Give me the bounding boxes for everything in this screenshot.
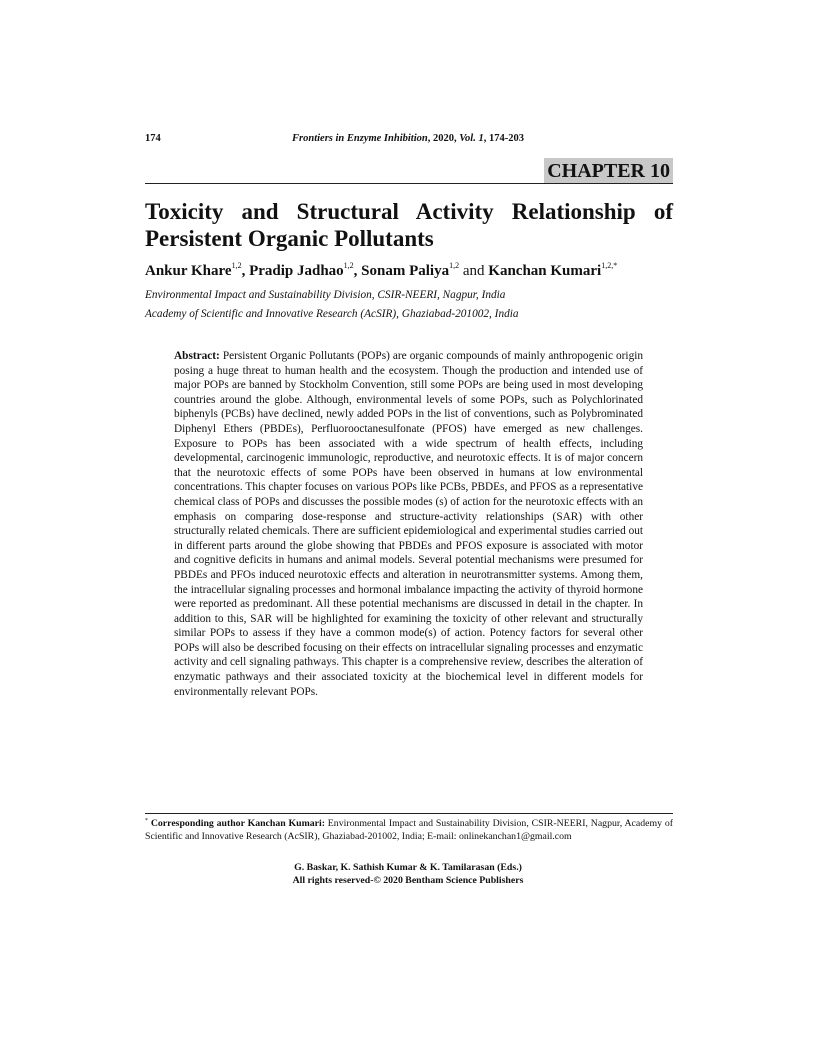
year-sep: , 2020, xyxy=(427,133,460,144)
author-affiliation-marker: 1,2,* xyxy=(601,261,618,270)
affiliation: Academy of Scientific and Innovative Research (AcSIR), Ghaziabad-201002, India xyxy=(145,308,519,320)
author-affiliation-marker: 1,2 xyxy=(231,261,242,270)
page-range: , 174-203 xyxy=(483,133,524,144)
author-and: and xyxy=(459,263,489,279)
page-number: 174 xyxy=(145,133,161,144)
author-name: Sonam Paliya xyxy=(361,263,450,279)
author-affiliation-marker: 1,2 xyxy=(343,261,354,270)
chapter-title: Toxicity and Structural Activity Relationship of Persistent Organic Pollutants xyxy=(145,199,673,251)
author-list xyxy=(145,261,617,281)
journal-title: Frontiers in Enzyme Inhibition xyxy=(292,133,428,144)
rights-line: All rights reserved-© 2020 Bentham Science Publishers xyxy=(292,874,524,886)
author-name: Pradip Jadhao xyxy=(249,263,344,279)
author-name: Ankur Khare xyxy=(145,263,232,279)
affiliation: Environmental Impact and Sustainability Division, CSIR-NEERI, Nagpur, India xyxy=(145,289,506,301)
footnote-text: Environmental Impact and Sustainability Division, CSIR-NEERI, Nagpur, Academy of Scientific and Innovative Research (AcSIR), Ghaziabad-201002, India; E-mail: onlinekanchan1@gmail.com xyxy=(145,818,673,842)
footnote-rule xyxy=(145,813,673,814)
publisher-note xyxy=(0,862,816,887)
chapter-label: CHAPTER 10 xyxy=(544,158,673,183)
abstract-text: Persistent Organic Pollutants (POPs) are organic compounds of mainly anthropogenic origin posing a huge threat to human health and the ecosystem. Though the production and intended use of major POPs are banned by Stockholm Convention, still some POPs are being used in most developing countries around the globe. Although, environmental levels of some POPs, such as Polychlorinated biphenyls (PCBs) have declined, newly added POPs in the list of conventions, such as Polybrominated Diphenyl Ethers (PBDEs), Perfluorooctanesulfonate (PFOS) have emerged as new challenges. Exposure to POPs has been associated with a wide spectrum of health effects, including developmental, carcinogenic immunologic, reproductive, and neurotoxic effects. It is of major concern that the neurotoxic effects of some POPs have been observed in humans at low environmental concentrations. This chapter focuses on various POPs like PCBs, PBDEs, and PFOS as a representative chemical class of POPs and discusses the possible modes (s) of action for the neurotoxic effects with an emphasis on comparing dose-response and structure-activity relationships (SAR) with other structurally related chemicals. There are sufficient epidemiological and experimental studies carried out in different parts around the globe showing that PBDEs and PFOS exposure is associated with motor and cognitive deficits in humans and animal models. Several potential mechanisms were presumed for PBDEs and PFOs induced neurotoxic effects and alteration in neurotransmitter systems. Among them, the intracellular signaling processes and hormonal imbalance impacting the activity of thyroid hormone were reported as predominant. All these potential mechanisms are discussed in detail in the chapter. In addition to this, SAR will be highlighted for examining the toxicity of other relevant and structurally similar POPs to assess if they have a common mode(s) of action. Potency factors for several other POPs will also be described focusing on their effects on intracellular signaling processes and enzymatic activity and cell signaling pathways. This chapter is a comprehensive review, describes the alteration of enzymatic pathways and their associated toxicity at the biochemical level in different models for environmentally relevant POPs. xyxy=(174,350,643,698)
author-separator: , xyxy=(353,263,362,279)
header-rule xyxy=(145,183,673,184)
author-affiliation-marker: 1,2 xyxy=(449,261,460,270)
volume: Vol. 1 xyxy=(459,133,484,144)
author-name: Kanchan Kumari xyxy=(488,263,602,279)
abstract-label: Abstract: xyxy=(174,350,220,362)
footnote xyxy=(145,818,673,843)
author-separator: , xyxy=(241,263,250,279)
footnote-marker: * xyxy=(145,818,148,824)
footnote-label: Corresponding author Kanchan Kumari: xyxy=(148,818,325,829)
running-head xyxy=(0,133,816,144)
editors-line: G. Baskar, K. Sathish Kumar & K. Tamilarasan (Eds.) xyxy=(294,862,522,873)
abstract xyxy=(174,349,643,699)
